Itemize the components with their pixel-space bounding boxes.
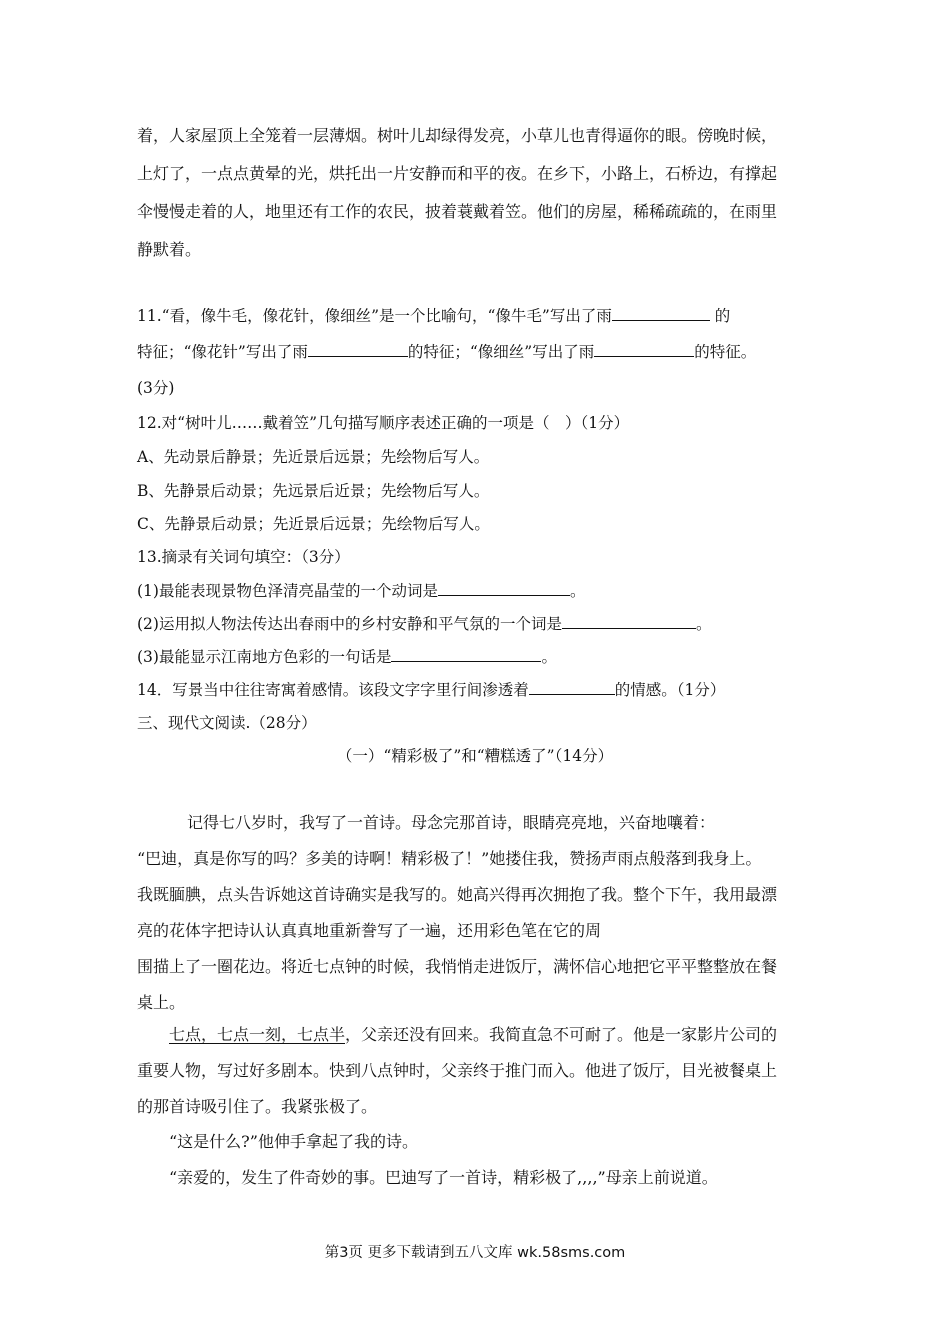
- section-3-heading: 三、现代文阅读.（28分）: [137, 714, 317, 732]
- story-p3: “这是什么?”他伸手拿起了我的诗。: [169, 1132, 418, 1151]
- story-p1-line-1: 记得七八岁时，我写了一首诗。母念完那首诗，眼睛亮亮地，兴奋地嚷着：: [187, 813, 716, 832]
- q14-text-b: 的情感。（1分）: [614, 681, 726, 699]
- story-p2-line-2: 重要人物，写过好多剧本。快到八点钟时，父亲终于推门而入。他进了饭厅，目光被餐桌上: [137, 1061, 778, 1080]
- question-11-score: (3分): [137, 379, 175, 397]
- q13-sub1-text: (1)最能表现景物色泽清亮晶莹的一个动词是: [137, 582, 438, 600]
- q11-text-d: 的特征；“像细丝”写出了雨: [407, 343, 595, 361]
- passage-line-4: 静默着。: [137, 240, 202, 259]
- q13-blank-2[interactable]: [562, 614, 696, 629]
- page-footer: 第3页 更多下载请到五八文库 wk.58sms.com: [324, 1245, 626, 1261]
- question-12-stem: 12.对“树叶儿……戴着笠”几句描写顺序表述正确的一项是（ ）（1分）: [137, 414, 630, 432]
- story-p2-line-3: 的那首诗吸引住了。我紧张极了。: [137, 1097, 378, 1116]
- story-p1-line-6: 桌上。: [137, 993, 186, 1012]
- q11-blank-3[interactable]: [594, 342, 694, 357]
- q13-sub3-end: 。: [541, 648, 557, 666]
- q14-text-a: 14．写景当中往往寄寓着感情。该段文字字里行间渗透着: [137, 681, 529, 699]
- q13-sub2-end: 。: [695, 615, 712, 633]
- story-p2-line-1: [169, 1025, 777, 1045]
- q13-sub2-text: (2)运用拟人物法传达出春雨中的乡村安静和平气氛的一个词是: [137, 615, 562, 633]
- story-p2-underlined: 七点，七点一刻，七点半: [169, 1025, 346, 1044]
- story-p1-line-5: 围描上了一圈花边。将近七点钟的时候，我悄悄走进饭厅，满怀信心地把它平平整整放在餐: [137, 957, 778, 976]
- question-13-stem: 13.摘录有关词句填空：（3分）: [137, 548, 350, 566]
- story-p1-line-4: 亮的花体字把诗认认真真地重新誊写了一遍，还用彩色笔在它的周: [137, 921, 602, 940]
- passage-line-3: 伞慢慢走着的人，地里还有工作的农民，披着蓑戴着笠。他们的房屋，稀稀疏疏的，在雨里: [137, 202, 778, 221]
- section-3-subtitle: （一）“精彩极了”和“糟糕透了”（14分）: [336, 747, 614, 765]
- story-p1-line-3: 我既腼腆，点头告诉她这首诗确实是我写的。她高兴得再次拥抱了我。整个下午，我用最漂: [137, 885, 778, 904]
- q13-sub1-end: 。: [569, 582, 586, 600]
- question-13-sub-1: [137, 581, 585, 601]
- q14-blank[interactable]: [529, 680, 615, 695]
- q11-text-b: 的: [709, 307, 731, 325]
- q13-blank-1[interactable]: [438, 581, 570, 596]
- passage-line-2: 上灯了，一点点黄晕的光，烘托出一片安静而和平的夜。在乡下，小路上，石桥边，有撑起: [137, 164, 778, 183]
- q13-blank-3[interactable]: [391, 647, 541, 662]
- q11-text-e: 的特征。: [694, 343, 757, 361]
- passage-line-1: 着，人家屋顶上全笼着一层薄烟。树叶儿却绿得发亮，小草儿也青得逼你的眼。傍晚时候，: [137, 126, 778, 145]
- q11-text-a: 11.“看，像牛毛，像花针，像细丝”是一个比喻句，“像牛毛”写出了雨: [137, 307, 612, 325]
- story-p1-line-2: “巴迪，真是你写的吗？多美的诗啊！精彩极了！”她搂住我，赞扬声雨点般落到我身上。: [137, 849, 762, 868]
- story-p4: “亲爱的，发生了件奇妙的事。巴迪写了一首诗，精彩极了,,,,”母亲上前说道。: [169, 1168, 718, 1187]
- q13-sub3-text: (3)最能显示江南地方色彩的一句话是: [137, 648, 392, 666]
- q11-text-c: 特征；“像花针”写出了雨: [137, 343, 308, 361]
- question-11-line-2: [137, 342, 756, 362]
- question-13-sub-3: [137, 647, 557, 667]
- question-12-option-c: C、先静景后动景；先近景后远景；先绘物后写人。: [137, 515, 490, 533]
- question-12-option-b: B、先静景后动景；先远景后近景；先绘物后写人。: [137, 482, 490, 500]
- question-14: [137, 680, 725, 700]
- question-13-sub-2: [137, 614, 711, 634]
- question-11-line-1: [137, 306, 730, 326]
- q11-blank-2[interactable]: [308, 342, 408, 357]
- question-12-option-a: A、先动景后静景；先近景后远景；先绘物后写人。: [137, 448, 490, 466]
- q11-blank-1[interactable]: [612, 306, 710, 321]
- story-p2-rest: ，父亲还没有回来。我简直急不可耐了。他是一家影片公司的: [345, 1025, 778, 1044]
